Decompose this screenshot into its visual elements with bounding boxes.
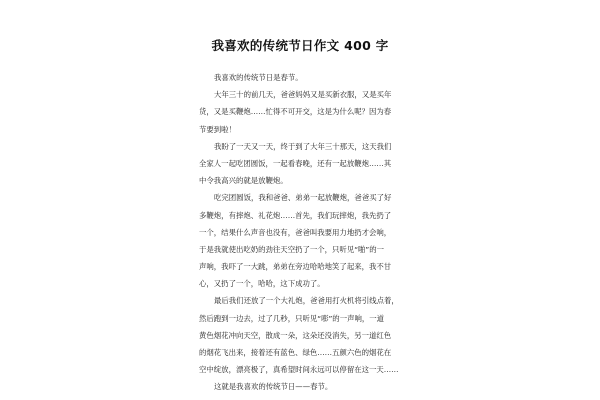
text-line: 声响，我吓了一大跳，弟弟在旁边哈哈地笑了起来，我不甘	[199, 262, 392, 272]
text-line: 节要到啦！	[199, 124, 236, 134]
text-line: 黄色烟花冲向天空，散成一朵，这朵还没消失，另一道红色	[199, 330, 392, 340]
text-line: 我盼了一天又一天，终于到了大年三十那天，这天我们	[214, 141, 392, 151]
text-line: 货，又是买鞭炮……忙得不可开交，这是为什么呢？因为春	[199, 107, 392, 117]
text-line: 最后我们还放了一个大礼炮，爸爸用打火机将引线点着，	[214, 296, 399, 306]
text-line: 大年三十的前几天，爸爸妈妈又是买新衣服，又是买年	[214, 90, 392, 100]
text-line: 多鞭炮，有摔炮、礼花炮……首先，我们玩摔炮，我先扔了	[199, 210, 392, 220]
text-line: 然后跑到一边去，过了几秒，只听见“嘭”的一声响，一道	[199, 313, 385, 323]
text-line: 一个，结果什么声音也没有，爸爸叫我要用力地扔才会响，	[199, 227, 392, 237]
text-line: 我喜欢的传统节日是春节。	[214, 73, 303, 82]
text-line: 空中绽放，漂亮极了，真希望时间永远可以停留在这一天……	[199, 365, 399, 375]
text-line: 的烟花飞出来，接着还有蓝色、绿色……五颜六色的烟花在	[199, 348, 392, 357]
document-body	[199, 69, 403, 396]
text-line: 中令我高兴的就是放鞭炮。	[199, 176, 288, 186]
text-line: 这就是我喜欢的传统节日——春节。	[214, 382, 333, 392]
text-line: 全家人一起吃团圆饭，一起看春晚，还有一起放鞭炮……其	[199, 158, 392, 168]
text-line: 心，又扔了一个，哈哈，这下成功了。	[199, 279, 325, 289]
text-line: 吃完团圆饭，我和爸爸、弟弟一起放鞭炮，爸爸买了好	[214, 193, 392, 203]
document-title: 我喜欢的传统节日作文 400 字	[211, 38, 389, 53]
text-line: 于是我就使出吃奶的劲往天空扔了一个，只听见“啪”的一	[199, 244, 385, 254]
